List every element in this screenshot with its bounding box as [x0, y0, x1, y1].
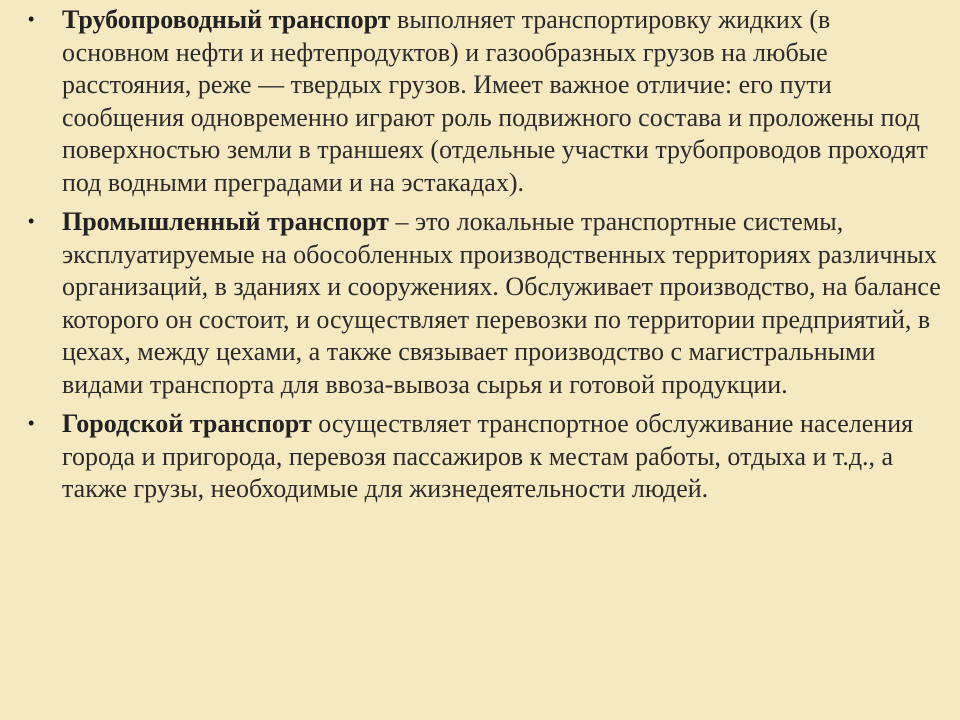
bullet-icon: •	[28, 211, 35, 231]
term-description: – это локальные транспортные системы, эксплуатируемые на обособленных производственных территориях различных организаций, в зданиях и сооружениях. Обслуживает производство, на балансе которого он состоит, и осуществляет перевозки по территории предприятий, в цехах, между цехами, а также связывает производство с магистральными видами транспорта для ввоза-вывоза сырья и готовой продукции.	[62, 207, 941, 399]
term-description: осуществляет транспортное обслуживание населения города и пригорода, перевозя пассажиров к местам работы, отдыха и т.д., а также грузы, необходимые для жизнедеятельности людей.	[62, 409, 914, 503]
bullet-item-urban-transport	[22, 408, 942, 506]
term-heading: Трубопроводный транспорт	[62, 5, 391, 34]
bullet-item-pipeline-transport	[22, 4, 942, 199]
bullet-item-industrial-transport	[22, 206, 942, 401]
bullet-icon: •	[28, 9, 35, 29]
term-heading: Городской транспорт	[62, 409, 312, 438]
term-heading: Промышленный транспорт	[62, 207, 389, 236]
bullet-icon: •	[28, 413, 35, 433]
bullet-list	[22, 4, 942, 513]
term-description: выполняет транспортировку жидких (в основном нефти и нефтепродуктов) и газообразных грузов на любые расстояния, реже — твердых грузов. Имеет важное отличие: его пути сообщения одновременно играют роль подвижного состава и проложены под поверхностью земли в траншеях (отдельные участки трубопроводов проходят под водными преградами и на эстакадах).	[62, 5, 928, 197]
